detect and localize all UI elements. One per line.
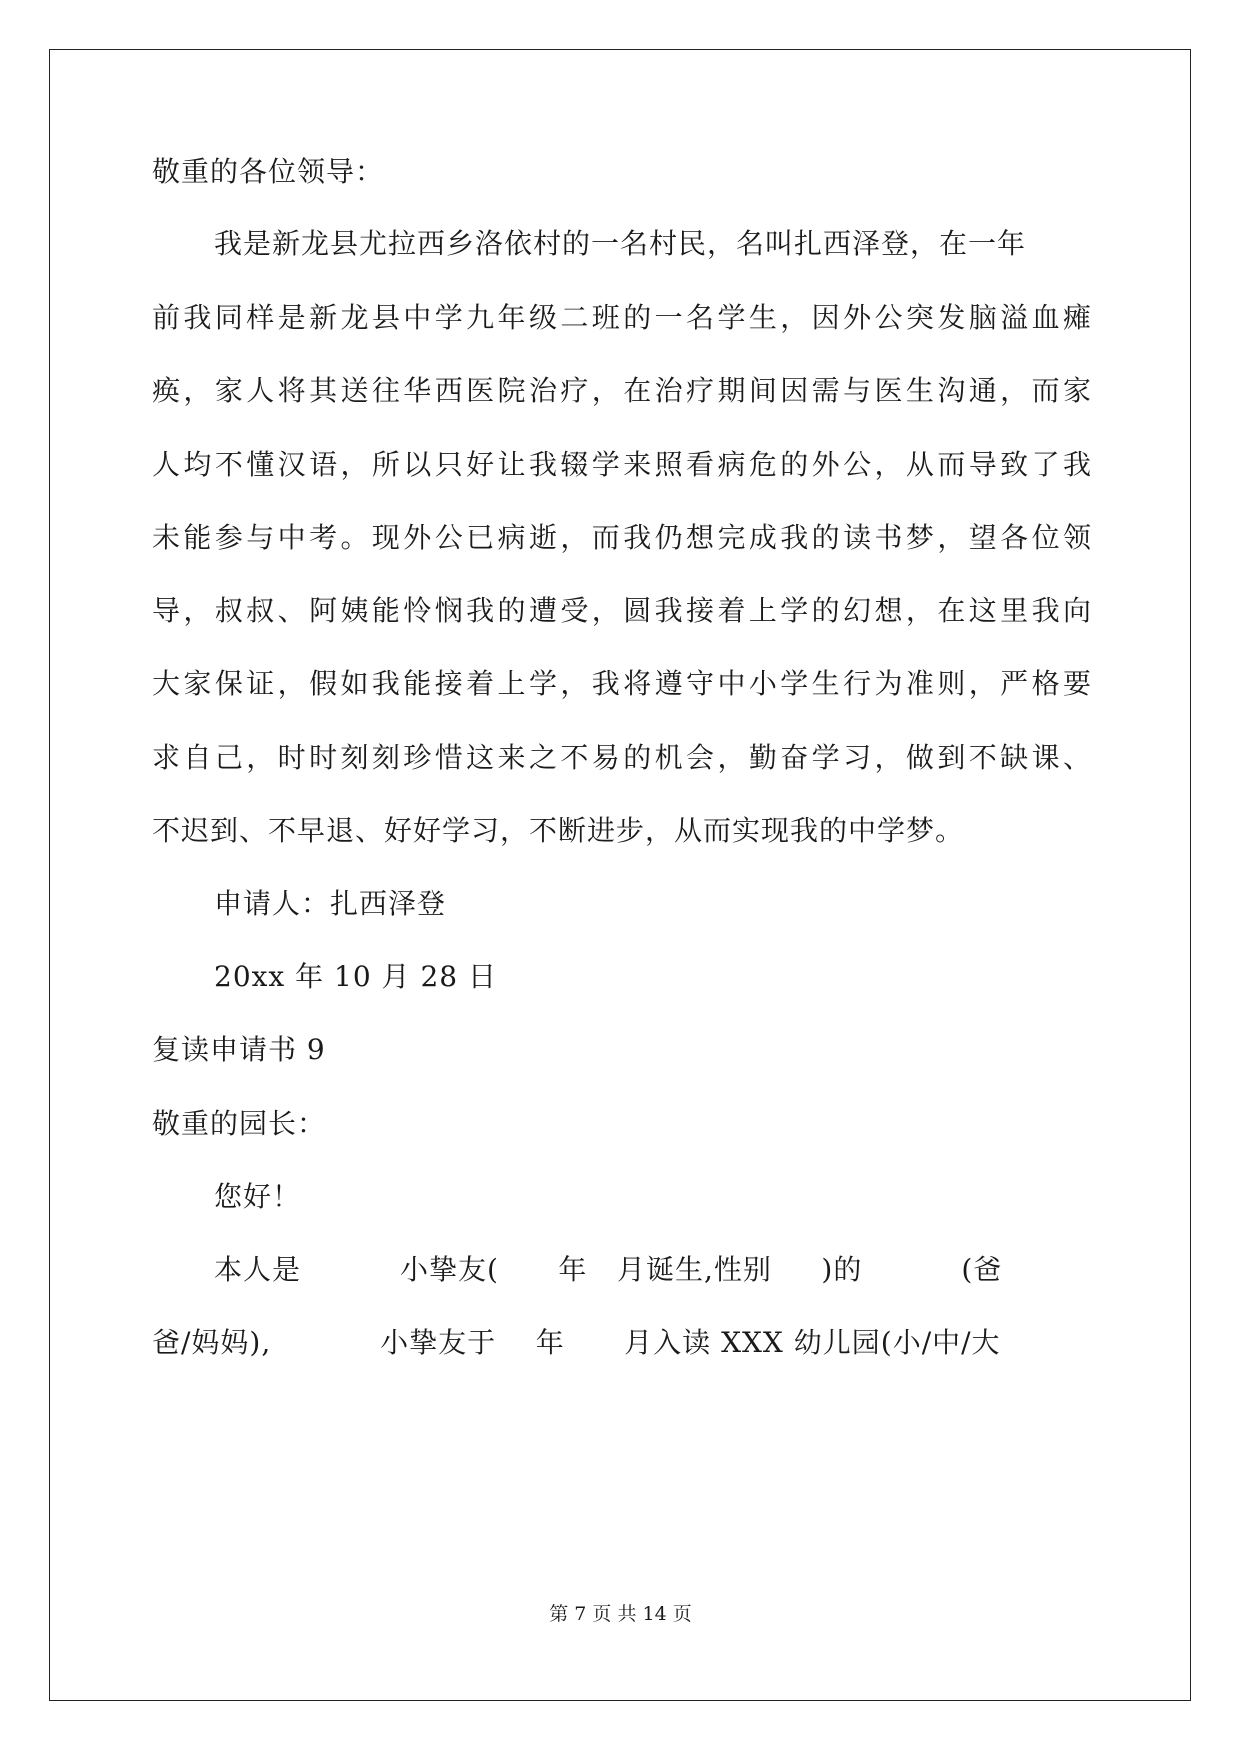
- paragraph-line: 不迟到、不早退、好好学习，不断进步，从而实现我的中学梦。: [152, 814, 965, 847]
- greeting: 您好！: [214, 1180, 302, 1213]
- page-number-footer: 第 7 页 共 14 页: [549, 1603, 692, 1625]
- paragraph-line: 前我同样是新龙县中学九年级二班的一名学生，因外公突发脑溢血瘫: [152, 301, 1092, 334]
- paragraph-line: 痪，家人将其送往华西医院治疗，在治疗期间因需与医生沟通，而家: [152, 374, 1092, 407]
- paragraph-line: 我是新龙县尤拉西乡洛依村的一名村民，名叫扎西泽登，在一年: [214, 227, 1027, 260]
- paragraph-line: 导，叔叔、阿姨能怜悯我的遭受，圆我接着上学的幻想，在这里我向: [152, 594, 1092, 627]
- salutation: 敬重的园长：: [152, 1107, 327, 1140]
- section-heading: 复读申请书 9: [152, 1033, 326, 1066]
- paragraph-line: 未能参与中考。现外公已病逝，而我仍想完成我的读书梦，望各位领: [152, 521, 1092, 554]
- paragraph-line: 人均不懂汉语，所以只好让我辍学来照看病危的外公，从而导致了我: [152, 448, 1092, 481]
- paragraph-line: 求自己，时时刻刻珍惜这来之不易的机会，勤奋学习，做到不缺课、: [152, 741, 1092, 774]
- letter-date: 20xx 年 10 月 28 日: [214, 960, 497, 993]
- form-line: 本人是 小挚友( 年 月诞生,性别 )的 (爸: [214, 1253, 1003, 1286]
- paragraph-line: 大家保证，假如我能接着上学，我将遵守中小学生行为准则，严格要: [152, 667, 1092, 700]
- applicant-signature: 申请人：扎西泽登: [214, 887, 447, 920]
- form-line: 爸/妈妈), 小挚友于 年 月入读 XXX 幼儿园(小/中/大: [152, 1326, 1001, 1359]
- page-border: [49, 49, 1191, 1701]
- salutation: 敬重的各位领导：: [152, 155, 385, 188]
